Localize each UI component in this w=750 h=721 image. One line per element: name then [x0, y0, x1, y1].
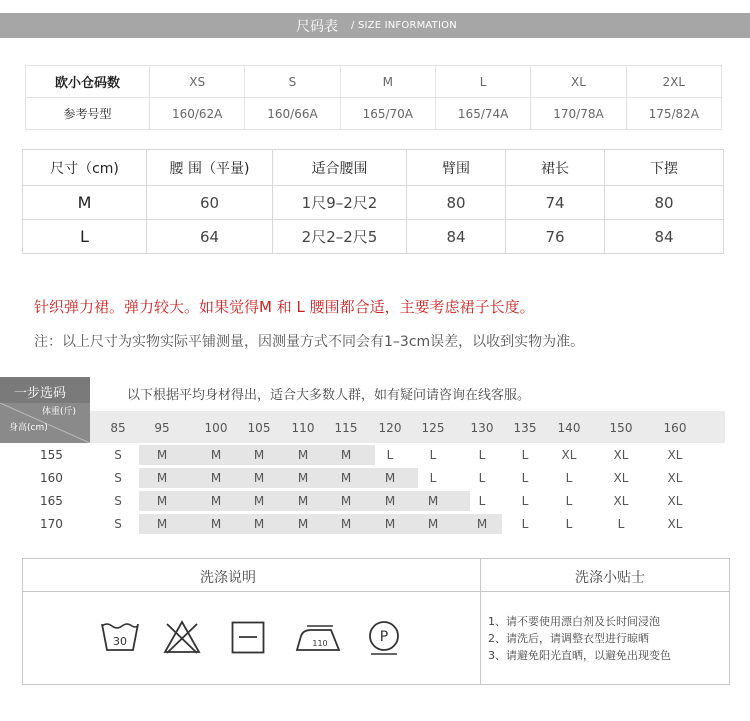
no-bleach-icon [163, 620, 201, 654]
highlight-note: 针织弹力裙。弹力较大。如果觉得M 和 L 腰围都合适，主要考虑裙子长度。 [34, 298, 535, 316]
height-value: 155 [40, 448, 63, 462]
header-banner [0, 13, 750, 38]
size-range-highlight [139, 468, 418, 488]
table-cell: 80 [407, 186, 506, 220]
table-cell: 170/78A [531, 98, 626, 130]
weight-label: 105 [247, 421, 271, 435]
column-header: 尺寸（cm) [23, 150, 147, 186]
size-cell: XL [667, 517, 683, 531]
size-cell: XL [613, 494, 629, 508]
weight-label: 120 [378, 421, 402, 435]
size-cell: S [114, 471, 122, 485]
table-cell: 80 [605, 186, 724, 220]
size-cell: S [114, 448, 122, 462]
table-cell: L [435, 66, 530, 98]
size-cell: M [210, 517, 222, 531]
hand-wash-30-icon [100, 620, 140, 654]
height-value: 165 [40, 494, 63, 508]
table-cell: 2XL [626, 66, 721, 98]
size-cell: XL [561, 448, 577, 462]
size-cell: M [156, 517, 168, 531]
weight-axis-label: 体重(斤) [42, 407, 77, 417]
height-value: 160 [40, 471, 63, 485]
height-label [0, 468, 90, 490]
height-label [0, 445, 90, 467]
size-cell: M [340, 471, 352, 485]
size-cell: L [429, 471, 437, 485]
size-cell: M [210, 448, 222, 462]
table-cell: 76 [506, 220, 605, 254]
page-subtitle: / SIZE INFORMATION [351, 20, 457, 31]
size-cell: L [521, 471, 529, 485]
table-cell: 84 [605, 220, 724, 254]
size-cell: L [478, 448, 486, 462]
size-cell: M [253, 448, 265, 462]
table-row [26, 98, 722, 130]
size-cell: L [521, 517, 529, 531]
table-row [23, 220, 724, 254]
size-cell: M [297, 448, 309, 462]
iron-110-icon [293, 622, 343, 652]
table-row [23, 186, 724, 220]
size-cell: M [253, 471, 265, 485]
size-cell: L [478, 471, 486, 485]
weight-label: 110 [291, 421, 315, 435]
measurement-table [22, 149, 724, 254]
table-cell: 1尺9–2尺2 [273, 186, 407, 220]
table-cell: M [23, 186, 147, 220]
size-cell: M [297, 517, 309, 531]
size-cell: M [340, 448, 352, 462]
size-cell: M [384, 494, 396, 508]
size-reference-table [25, 65, 722, 130]
size-cell: L [521, 494, 529, 508]
wash-tip: 3、请避免阳光直晒，以避免出现变色 [488, 649, 671, 662]
table-cell: 165/70A [340, 98, 435, 130]
size-cell: M [297, 494, 309, 508]
care-divider [480, 558, 481, 684]
size-cell: M [384, 517, 396, 531]
wash-temperature: 30 [113, 635, 127, 648]
size-cell: M [384, 471, 396, 485]
size-cell: L [521, 448, 529, 462]
size-cell: S [114, 517, 122, 531]
size-cell: L [386, 448, 394, 462]
size-cell: S [114, 494, 122, 508]
table-header-row [23, 150, 724, 186]
size-cell: L [565, 494, 573, 508]
dry-clean-letter: P [379, 629, 389, 645]
weight-label: 100 [204, 421, 228, 435]
table-cell: XS [150, 66, 245, 98]
table-cell: 175/82A [626, 98, 721, 130]
weight-label: 85 [110, 421, 126, 435]
table-cell: 160/66A [245, 98, 340, 130]
size-cell: XL [667, 494, 683, 508]
height-value: 170 [40, 517, 63, 531]
table-cell: S [245, 66, 340, 98]
column-header: 下摆 [605, 150, 724, 186]
weight-label: 140 [557, 421, 581, 435]
size-range-highlight [139, 514, 502, 534]
size-cell: M [210, 494, 222, 508]
tumble-dry-flat-icon [231, 621, 265, 654]
selector-title-box [0, 377, 90, 403]
size-cell: M [210, 471, 222, 485]
wash-instructions-title: 洗涤说明 [200, 570, 256, 586]
size-cell: M [427, 517, 439, 531]
size-cell: XL [613, 471, 629, 485]
table-cell: 60 [147, 186, 273, 220]
size-cell: L [565, 517, 573, 531]
measurement-remark: 注：以上尺寸为实物实际平铺测量，因测量方式不同会有1–3cm误差，以收到实物为准。 [34, 334, 585, 350]
size-cell: L [429, 448, 437, 462]
size-cell: M [156, 494, 168, 508]
row-label: 参考号型 [26, 98, 150, 130]
column-header: 腰 围（平量) [147, 150, 273, 186]
table-cell: 165/74A [435, 98, 530, 130]
column-header: 裙长 [506, 150, 605, 186]
height-label [0, 491, 90, 513]
iron-temperature: 110 [312, 639, 328, 648]
selector-title: 一步选码 [14, 386, 67, 401]
column-header: 适合腰围 [273, 150, 407, 186]
page-title: 尺码表 [296, 19, 338, 35]
weight-label: 125 [421, 421, 445, 435]
row-label: 欧小仓码数 [26, 66, 150, 98]
size-cell: M [297, 471, 309, 485]
care-header-line [22, 591, 729, 592]
size-cell: M [156, 448, 168, 462]
height-label [0, 514, 90, 536]
size-cell: M [156, 471, 168, 485]
table-cell: 160/62A [150, 98, 245, 130]
wash-tip: 1、请不要使用漂白剂及长时间浸泡 [488, 615, 660, 628]
weight-label: 130 [470, 421, 494, 435]
table-row [26, 66, 722, 98]
size-cell: L [617, 517, 625, 531]
height-axis-label: 身高(cm) [9, 423, 48, 433]
selector-instruction: 以下根据平均身材得出，适合大多数人群，如有疑问请咨询在线客服。 [127, 388, 531, 403]
size-cell: M [427, 494, 439, 508]
column-header: 臂围 [407, 150, 506, 186]
table-cell: 74 [506, 186, 605, 220]
size-cell: M [340, 517, 352, 531]
size-cell: XL [667, 448, 683, 462]
table-cell: 2尺2–2尺5 [273, 220, 407, 254]
weight-label: 115 [334, 421, 358, 435]
table-cell: 84 [407, 220, 506, 254]
table-cell: L [23, 220, 147, 254]
weight-label: 150 [609, 421, 633, 435]
weight-label: 160 [663, 421, 687, 435]
size-cell: L [478, 494, 486, 508]
weight-label: 95 [154, 421, 170, 435]
table-cell: 64 [147, 220, 273, 254]
table-cell: M [340, 66, 435, 98]
size-cell: M [340, 494, 352, 508]
weight-label: 135 [513, 421, 537, 435]
dry-clean-icon [367, 620, 401, 656]
size-cell: M [253, 494, 265, 508]
size-cell: XL [613, 448, 629, 462]
table-cell: XL [531, 66, 626, 98]
wash-tip: 2、请洗后，请调整衣型进行晾晒 [488, 632, 649, 645]
wash-tips-title: 洗涤小贴士 [575, 570, 645, 586]
size-cell: M [253, 517, 265, 531]
size-cell: L [565, 471, 573, 485]
size-cell: M [476, 517, 488, 531]
size-cell: XL [667, 471, 683, 485]
